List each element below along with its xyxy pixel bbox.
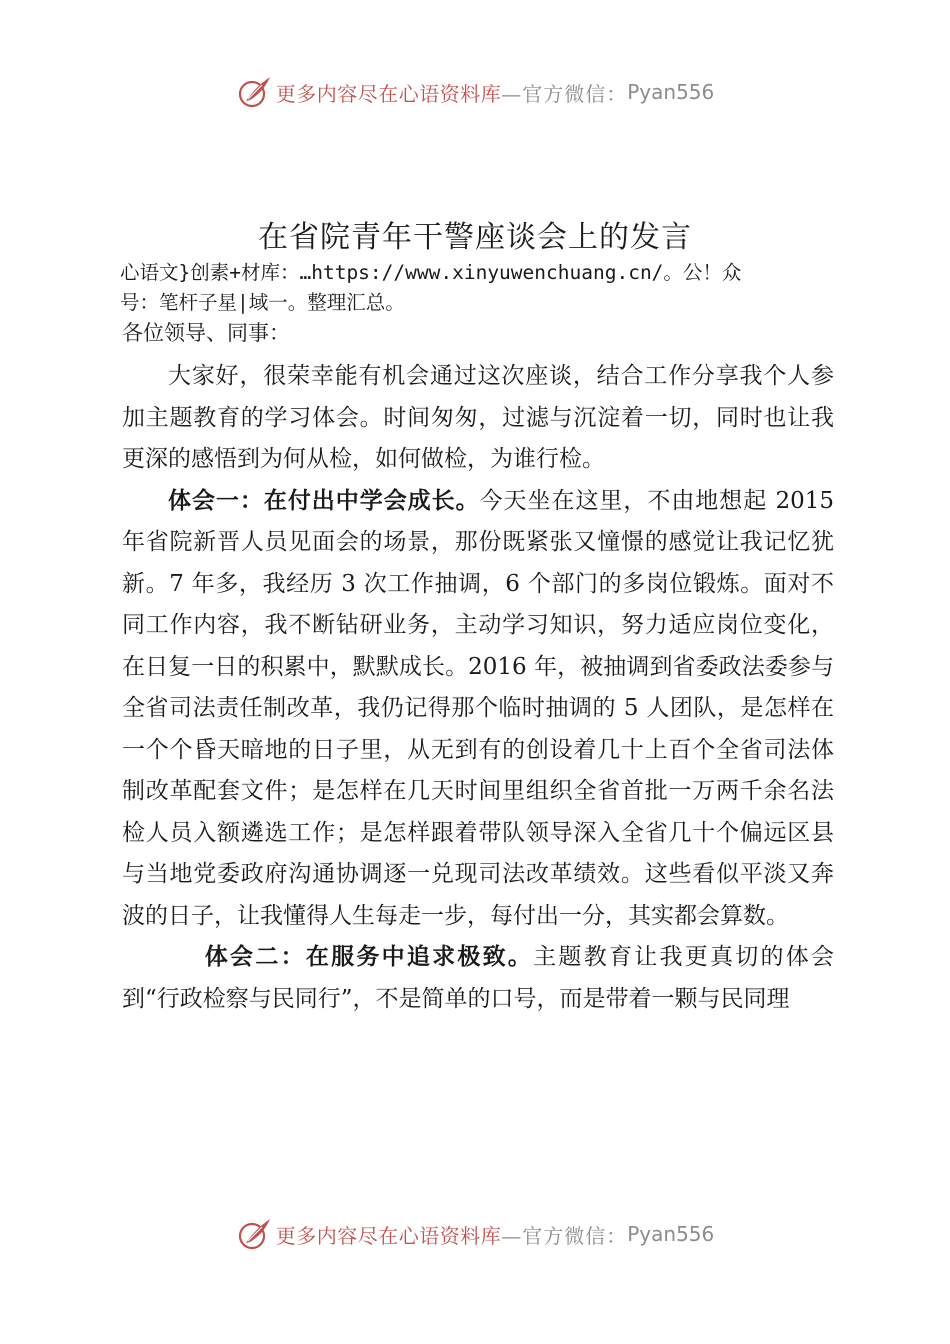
quill-pen-logo-icon <box>236 1216 272 1252</box>
header-banner <box>0 72 950 112</box>
salutation: 各位领导、同事： <box>122 321 290 345</box>
footer-banner <box>0 1214 950 1254</box>
source-line-1: 心语文}创素+材库：…https://www.xinyuwenchuang.cn/。公！众 <box>120 261 742 284</box>
document-body <box>122 356 834 1020</box>
paragraph-insight-1 <box>122 481 834 938</box>
paragraph-text: 大家好，很荣幸能有机会通过这次座谈，结合工作分享我个人参加主题教育的学习体会。时间匆匆，过滤与沉淀着一切，同时也让我更深的感悟到为何从检，如何做检，为谁行检。 <box>122 363 834 472</box>
banner-main-text: 更多内容尽在心语资料库 <box>275 81 502 106</box>
banner-wechat-id: Pyan556 <box>627 1222 715 1246</box>
banner-sub-text: —官方微信： <box>501 81 628 106</box>
banner-main-text: 更多内容尽在心语资料库 <box>275 1223 502 1248</box>
document-title: 在省院青年干警座谈会上的发言 <box>258 220 692 255</box>
banner-wechat-id: Pyan556 <box>627 80 715 104</box>
banner-sub-text: —官方微信： <box>501 1223 628 1248</box>
source-line-2: 号：笔杆子星|域一。整理汇总。 <box>120 291 405 314</box>
paragraph-lead: 体会二：在服务中追求极致。 <box>204 944 534 970</box>
paragraph-intro <box>122 356 834 481</box>
paragraph-lead: 体会一：在付出中学会成长。 <box>168 487 480 514</box>
paragraph-text: 主题教育让我更真切的体会到“行政检察与民同行”，不是简单的口号，而是带着一颗与民同理 <box>122 944 835 1012</box>
paragraph-text: 今天坐在这里，不由地想起 2015 年省院新晋人员见面会的场景，那份既紧张又憧憬的感觉让我记忆犹新。7 年多，我经历 3 次工作抽调，6 个部门的多岗位锻炼。面对不同工作内容，我不断钻研业务，主动学习知识，努力适应岗位变化，在日复一日的积累中，默默成长。2016 年，被抽调到省委政法委参与全省司法责任制改革，我仍记得那个临时抽调的 5 人团队，是怎样在一个个昏天暗地的日子里，从无到有的创设着几十上百个全省司法体制改革配套文件；是怎样在几天时间里组织全省首批一万两千余名法检人员入额遴选工作；是怎样跟着带队领导深入全省几十个偏远区县与当地党委政府沟通协调逐一兑现司法改革绩效。这些看似平淡又奔波的日子，让我懂得人生每走一步，每付出一分，其实都会算数。 <box>122 487 834 929</box>
quill-pen-logo-icon <box>236 74 272 110</box>
paragraph-insight-2 <box>122 937 834 1020</box>
